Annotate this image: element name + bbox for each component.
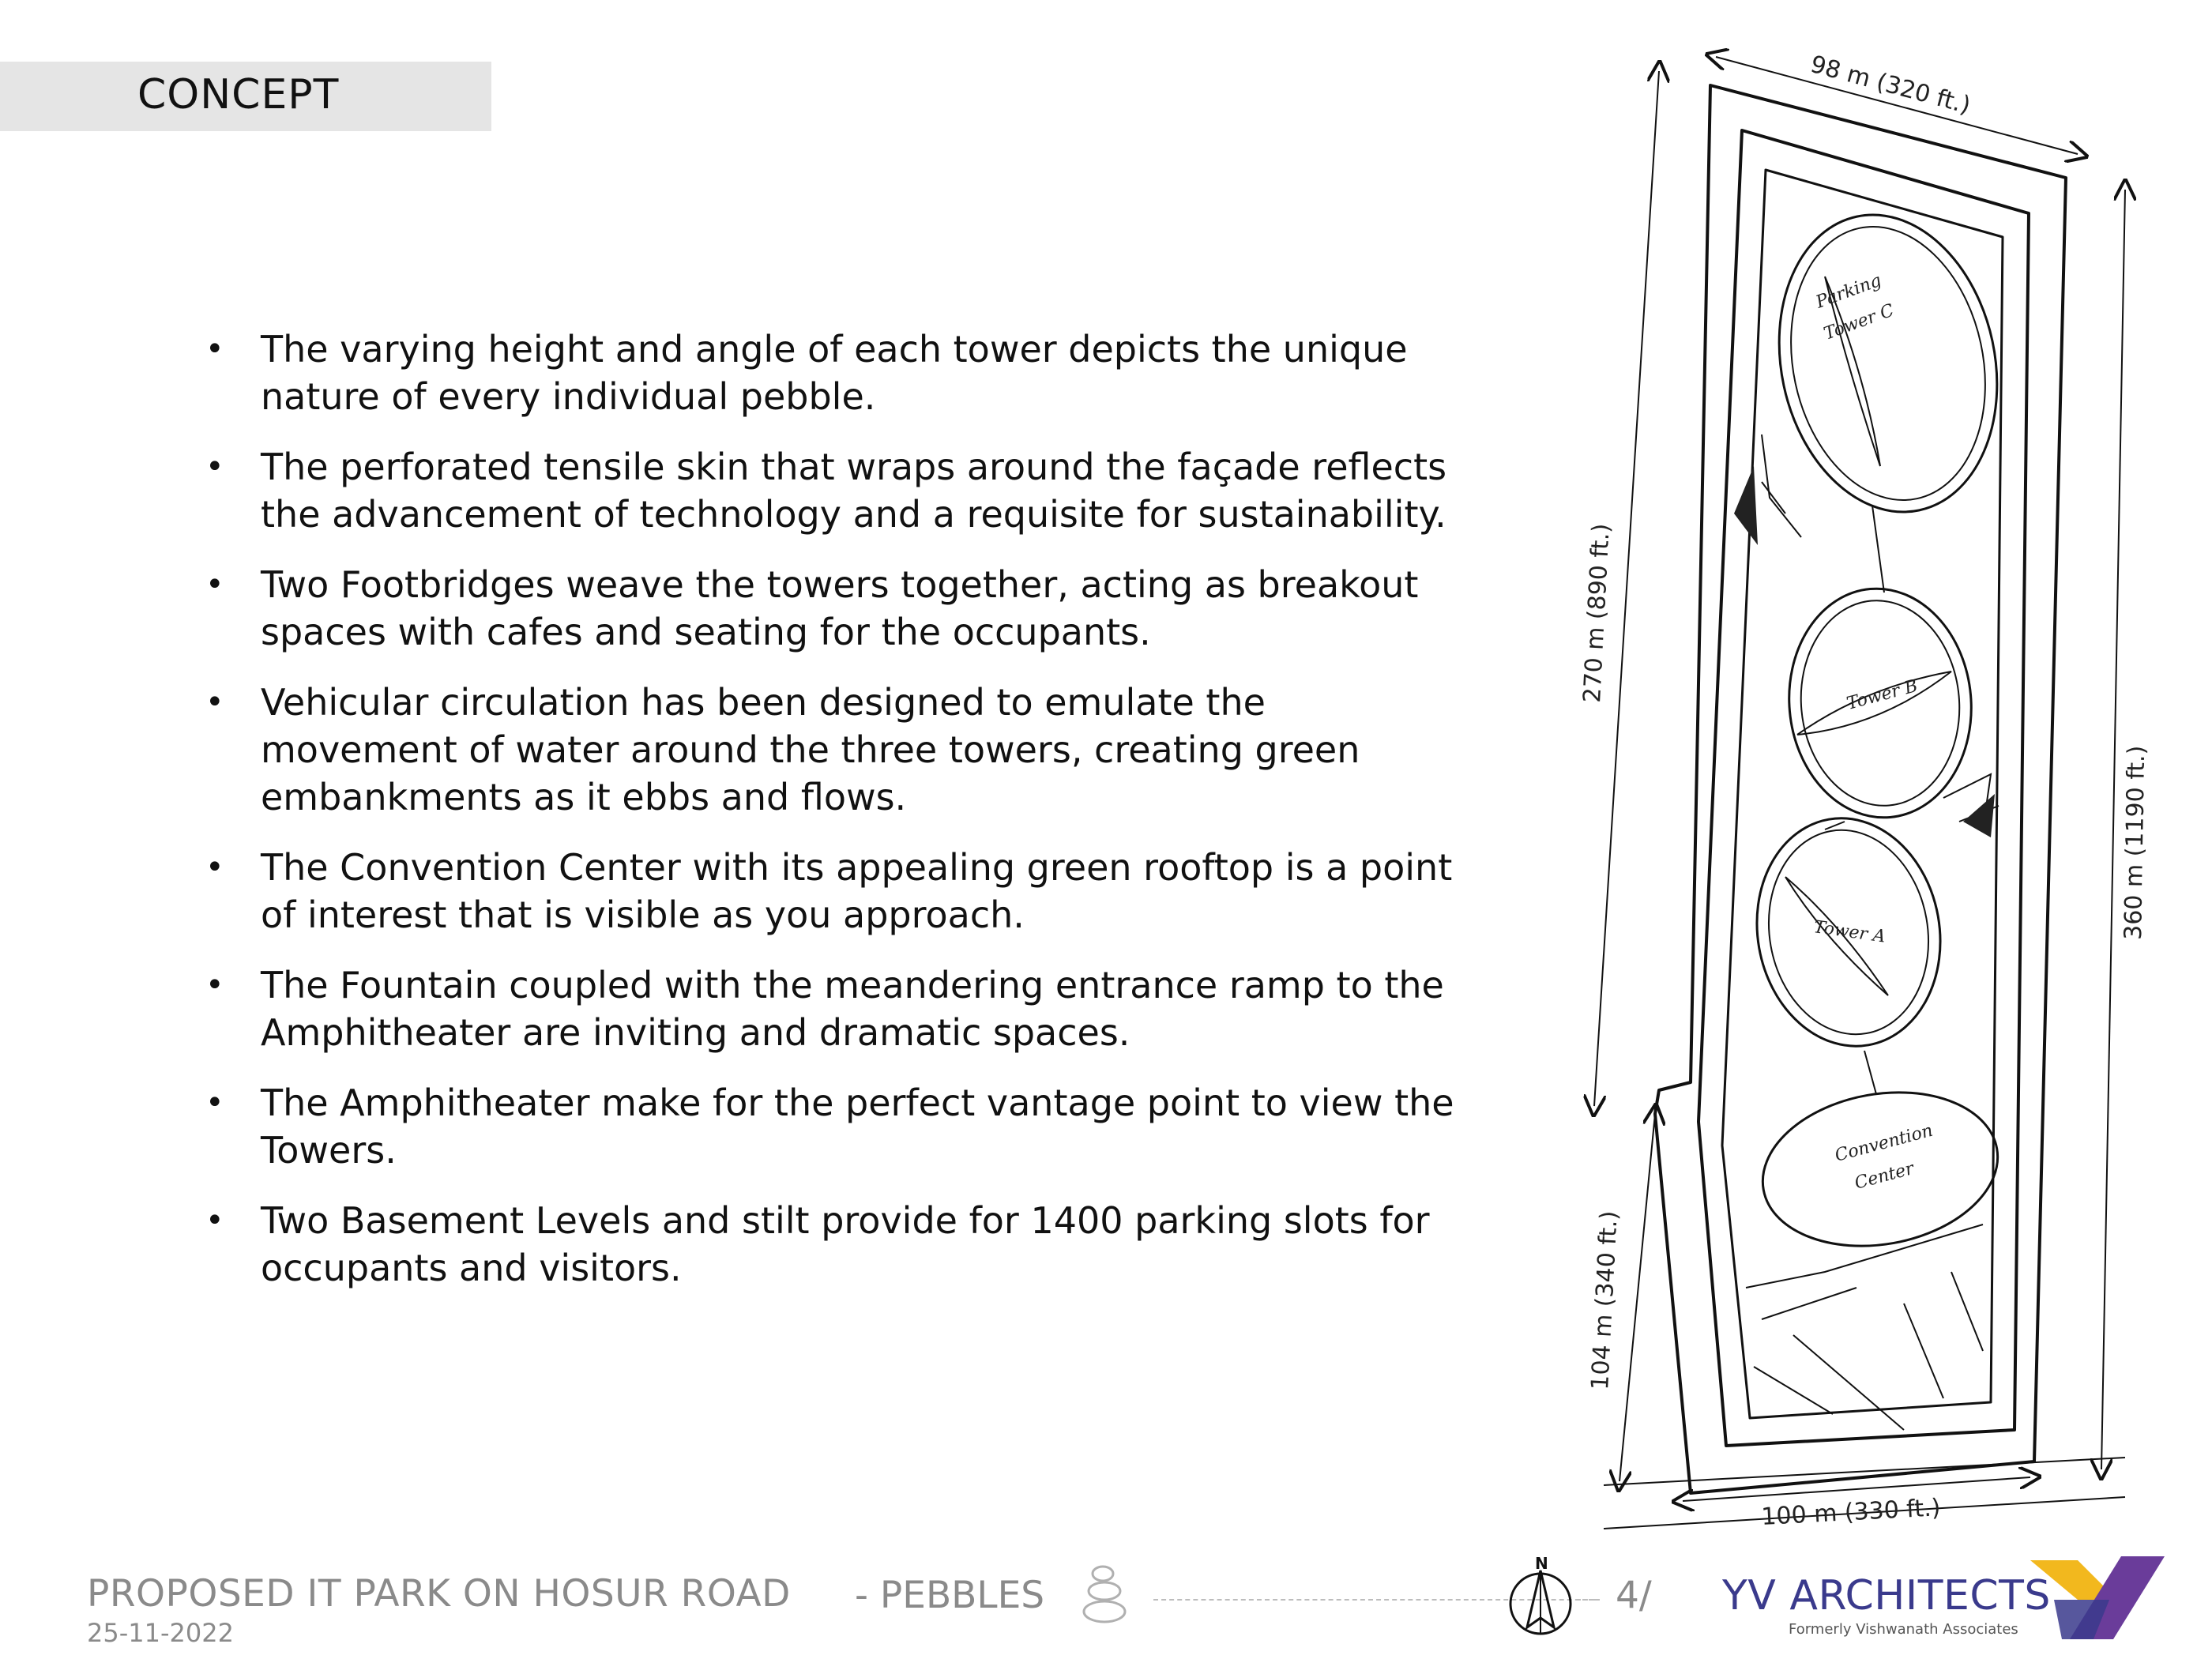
north-arrow-icon: [1505, 1555, 1576, 1642]
bullet-dot: •: [205, 566, 224, 603]
footbridge: [1825, 822, 1845, 830]
bullet-item: [205, 961, 1462, 1056]
dimension-top: 98 m (320 ft.): [1807, 50, 1973, 120]
project-title: PROPOSED IT PARK ON HOSUR ROAD: [87, 1572, 791, 1616]
bullet-item: [205, 1079, 1462, 1174]
bullet-dot: •: [205, 449, 224, 485]
bullet-item: [205, 679, 1462, 821]
page-title: CONCEPT: [137, 71, 340, 118]
north-label: N: [1535, 1555, 1548, 1573]
dimension-left-lower: 104 m (340 ft.): [1586, 1209, 1623, 1391]
tower-c-footprint: [1752, 194, 2023, 532]
bullet-text: The perforated tensile skin that wraps around the façade reflects the advancement of technology and a requisite for sustainability.: [261, 446, 1447, 536]
project-subtitle: - PEBBLES: [855, 1574, 1045, 1617]
bullet-dot: •: [205, 967, 224, 1003]
bullet-dot: •: [205, 1085, 224, 1121]
brand-tagline: Formerly Vishwanath Associates: [1789, 1621, 2018, 1638]
dimension-bottom: 100 m (330 ft.): [1760, 1494, 1942, 1531]
bullet-text: Vehicular circulation has been designed to emulate the movement of water around the three towers, creating green embankments as it ebbs and flows.: [261, 681, 1360, 818]
bullet-item: [205, 561, 1462, 656]
page-number: 4/: [1616, 1574, 1652, 1617]
landscape-wedge: [1963, 794, 1995, 837]
bullet-dot: •: [205, 331, 224, 367]
dimension-left-upper: 270 m (890 ft.): [1578, 522, 1616, 704]
project-date: 25-11-2022: [87, 1618, 234, 1648]
pebbles-logo-icon: [1081, 1563, 1128, 1634]
bullet-dot: •: [205, 684, 224, 720]
brand-name: YV ARCHITECTS: [1722, 1572, 2051, 1620]
dimension-right: 360 m (1190 ft.): [2120, 745, 2151, 941]
bullet-item: [205, 325, 1462, 420]
bullet-dot: •: [205, 849, 224, 886]
bullet-text: Two Footbridges weave the towers together, acting as breakout spaces with cafes and seating for the occupants.: [261, 563, 1419, 653]
bullet-item: [205, 1197, 1462, 1292]
convention-label-line2: Center: [1853, 1158, 1917, 1194]
bullet-text: Two Basement Levels and stilt provide for 1400 parking slots for occupants and visitors.: [261, 1199, 1430, 1289]
bullet-text: The Fountain coupled with the meandering entrance ramp to the Amphitheater are inviting and dramatic spaces.: [261, 964, 1444, 1054]
footbridge: [1872, 506, 1884, 592]
bullet-dot: •: [205, 1202, 224, 1239]
convention-label-line1: Convention: [1833, 1120, 1936, 1166]
footer-divider-short: [1576, 1599, 1600, 1601]
tower-c-label-line1: Parking: [1813, 270, 1884, 313]
yv-logo-mark-icon: [2030, 1552, 2172, 1647]
bullet-text: The Convention Center with its appealing green rooftop is a point of interest that is visible as you approach.: [261, 846, 1453, 936]
site-plan-sketch: [1572, 40, 2172, 1540]
tower-b-label: Tower B: [1845, 675, 1920, 714]
bullet-item: [205, 443, 1462, 538]
tower-a-label: Tower A: [1812, 917, 1887, 947]
tower-c-label-line2: Tower C: [1821, 300, 1897, 344]
bullet-item: [205, 844, 1462, 939]
bullet-text: The Amphitheater make for the perfect vantage point to view the Towers.: [261, 1082, 1454, 1172]
bullet-text: The varying height and angle of each tower depicts the unique nature of every individual pebble.: [261, 328, 1408, 418]
landscape-wedge: [1734, 466, 1758, 545]
concept-bullet-list: [205, 325, 1462, 1315]
